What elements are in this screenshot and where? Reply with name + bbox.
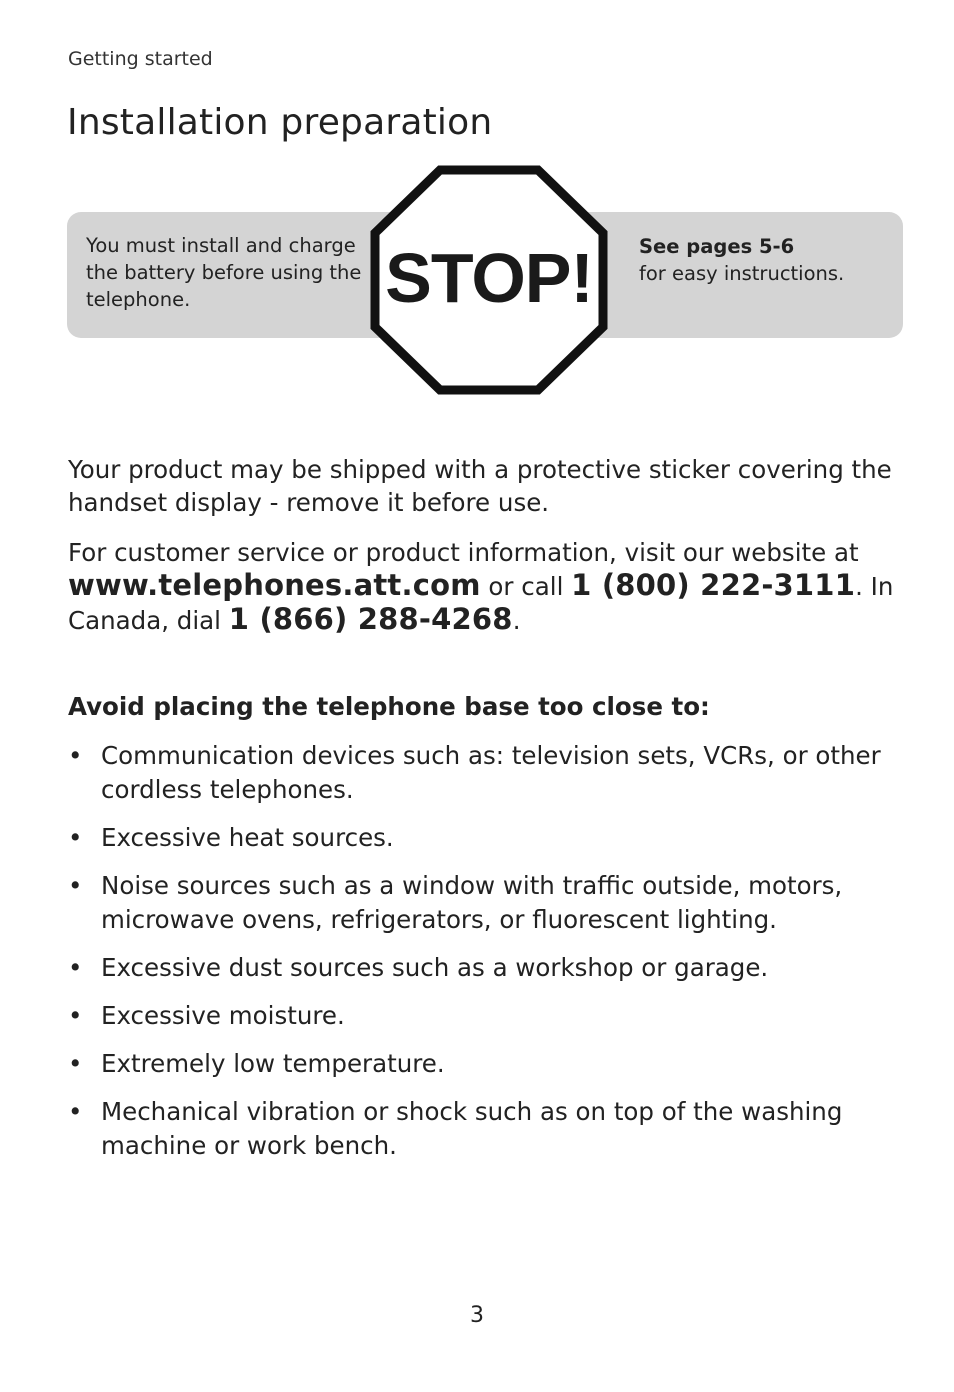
- bullet: •: [68, 741, 83, 770]
- list-item: [68, 869, 898, 937]
- stop-sign-text: STOP!: [385, 239, 593, 317]
- avoid-heading: Avoid placing the telephone base too close to:: [68, 692, 710, 721]
- list-item-text: Excessive moisture.: [101, 1001, 345, 1030]
- list-item: [68, 1095, 898, 1163]
- list-item-text: Noise sources such as a window with traffic outside, motors, microwave ovens, refrigerators, or fluorescent lighting.: [101, 871, 843, 934]
- list-item: [68, 1047, 898, 1081]
- bullet: •: [68, 823, 83, 852]
- list-item: [68, 999, 898, 1033]
- list-item-text: Excessive dust sources such as a workshop or garage.: [101, 953, 769, 982]
- list-item: [68, 739, 898, 807]
- sticker-note: Your product may be shipped with a protective sticker covering the handset display - remove it before use.: [68, 455, 892, 517]
- section-label: Getting started: [68, 48, 213, 70]
- website-link[interactable]: www.telephones.att.com: [68, 568, 481, 602]
- or-call-text: or call: [480, 572, 572, 601]
- bullet: •: [68, 871, 83, 900]
- easy-instructions-text: for easy instructions.: [639, 262, 845, 285]
- list-item: [68, 821, 898, 855]
- avoid-list: [68, 739, 898, 1177]
- list-item-text: Communication devices such as: television sets, VCRs, or other cordless telephones.: [101, 741, 881, 804]
- canada-phone-number: 1 (866) 288-4268: [228, 602, 513, 636]
- instructions-reference: [639, 233, 889, 287]
- page-title: Installation preparation: [67, 102, 493, 143]
- end-period: .: [512, 606, 521, 635]
- service-intro: For customer service or product information, visit our website at: [68, 538, 859, 567]
- page-number: 3: [470, 1303, 484, 1328]
- bullet: •: [68, 1001, 83, 1030]
- customer-service-paragraph: [68, 536, 898, 637]
- bullet: •: [68, 1097, 83, 1126]
- list-item-text: Excessive heat sources.: [101, 823, 394, 852]
- see-pages-text: See pages 5-6: [639, 235, 795, 258]
- battery-warning-text: You must install and charge the battery before using the telephone.: [86, 234, 362, 311]
- bullet: •: [68, 953, 83, 982]
- list-item: [68, 951, 898, 985]
- canada-text: . In Canada, dial: [68, 572, 894, 635]
- bullet: •: [68, 1049, 83, 1078]
- list-item-text: Extremely low temperature.: [101, 1049, 445, 1078]
- us-phone-number: 1 (800) 222-3111: [571, 568, 856, 602]
- list-item-text: Mechanical vibration or shock such as on top of the washing machine or work bench.: [101, 1097, 843, 1160]
